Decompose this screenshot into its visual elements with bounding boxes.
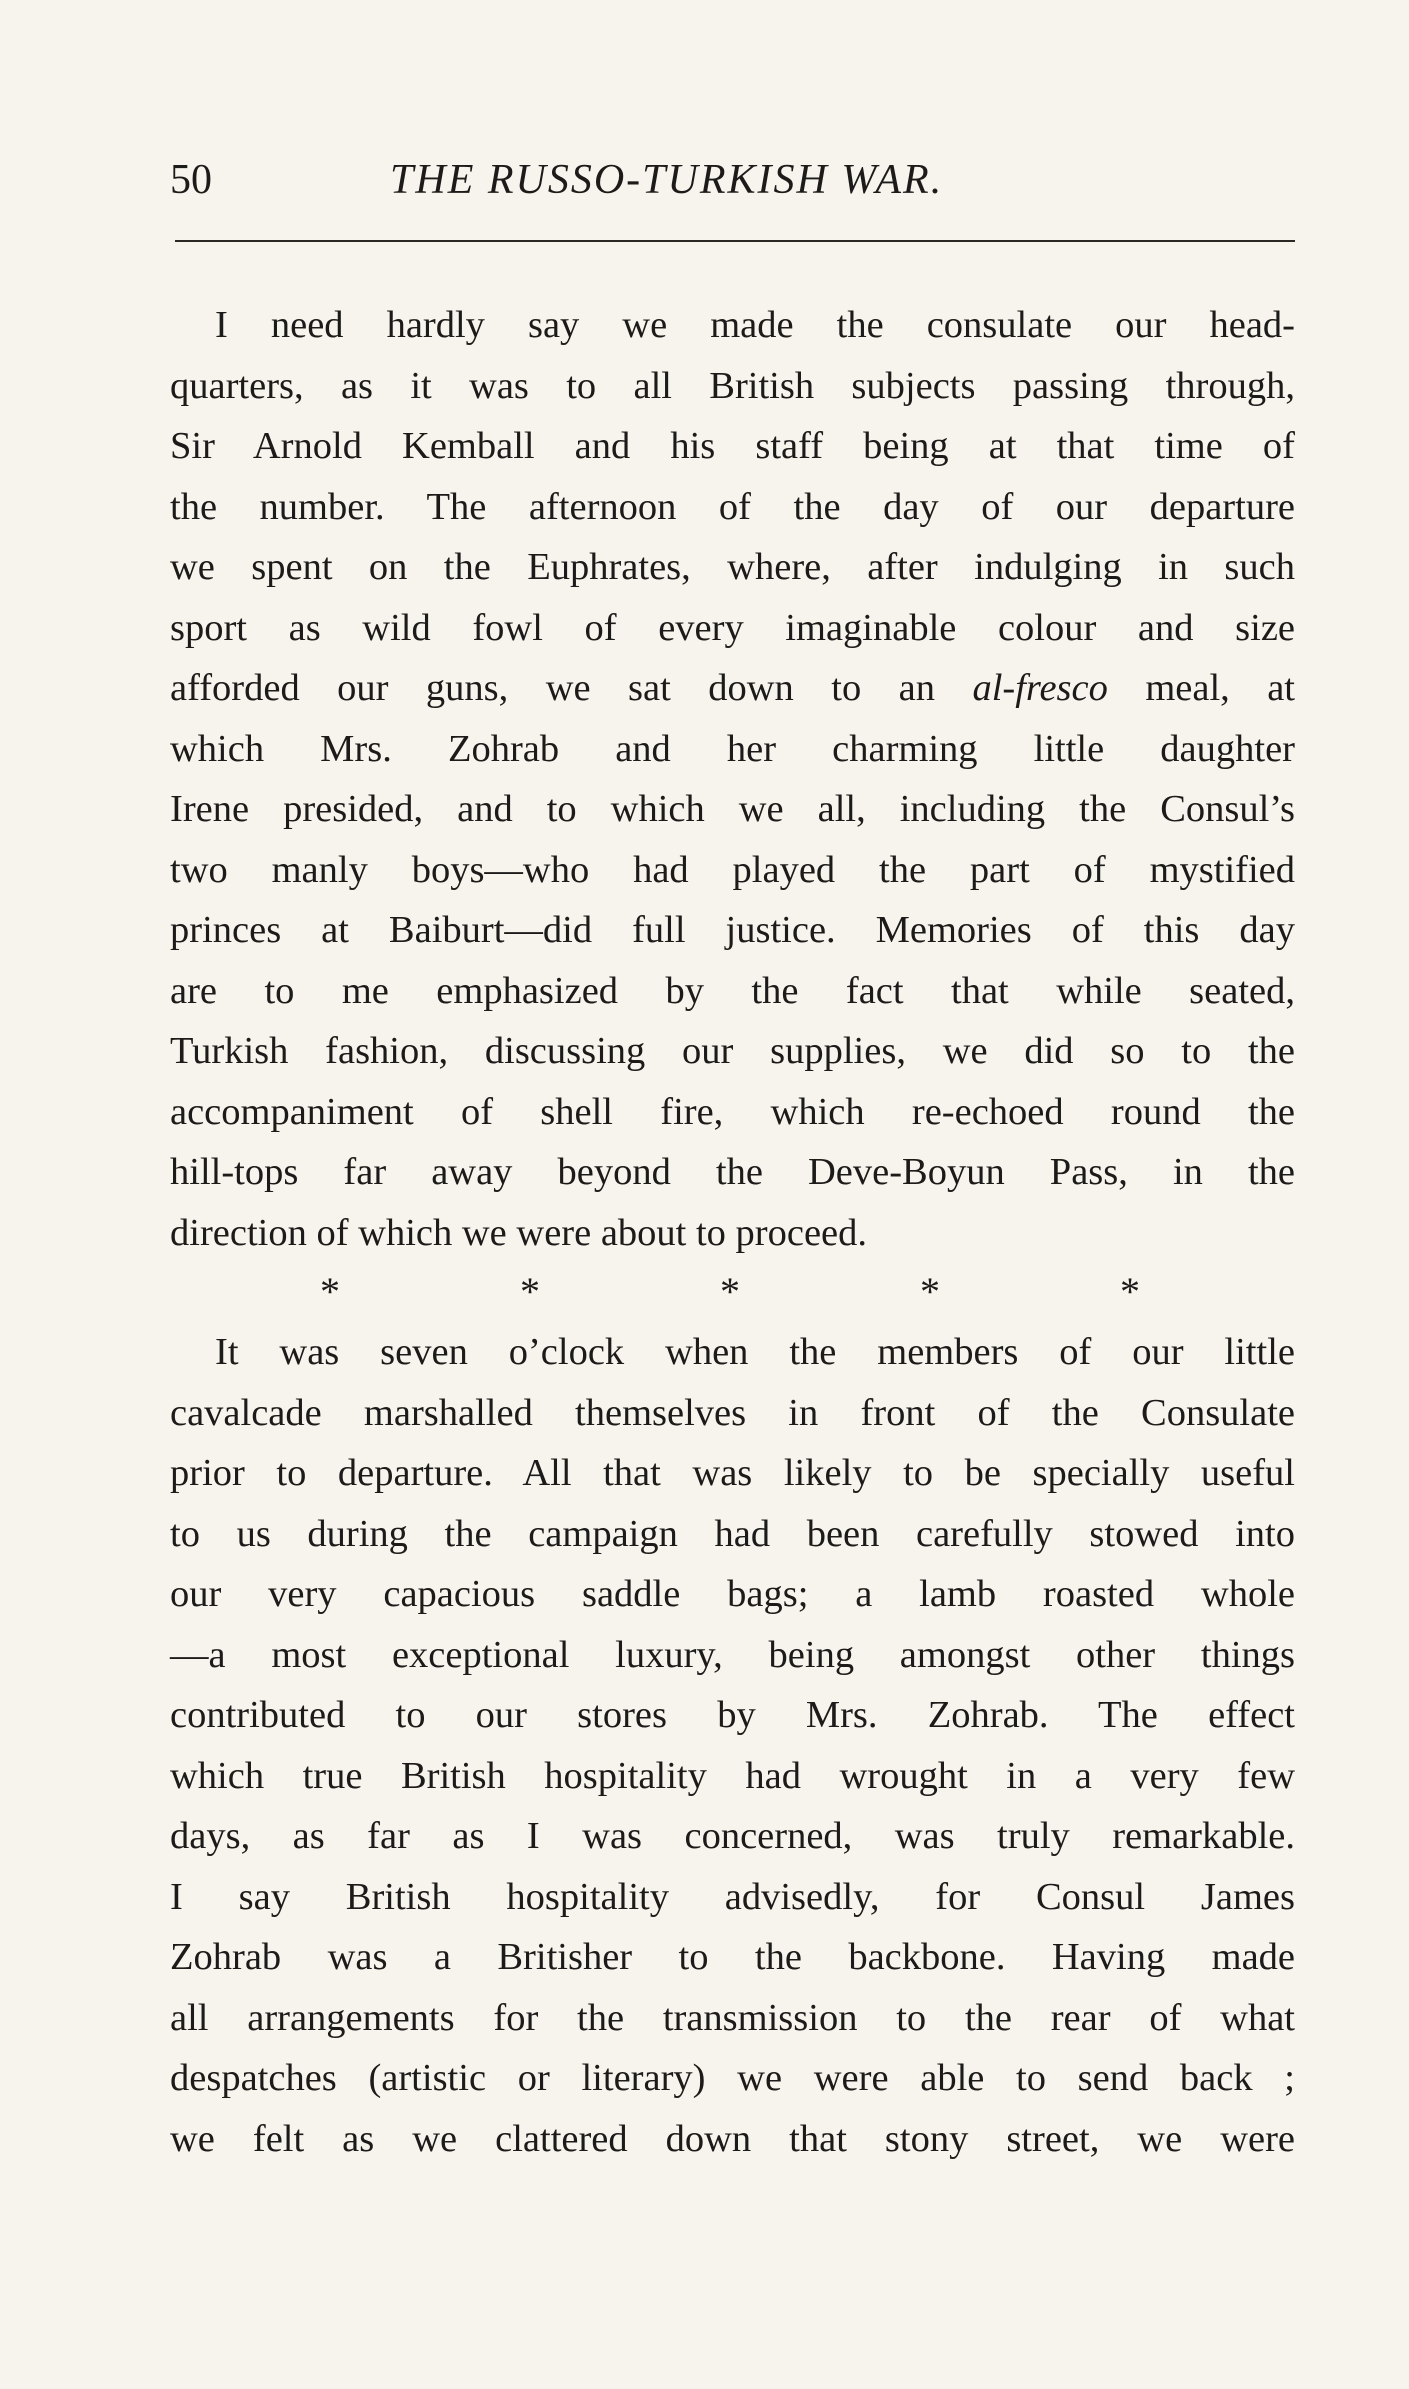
text-line: I need hardly say we made the consulate our head-: [215, 304, 1295, 346]
text-line-with-italic: [170, 658, 1295, 719]
text-segment: afforded our guns, we sat down to an: [170, 667, 973, 709]
page-number: 50: [170, 157, 212, 203]
running-header: [170, 150, 1295, 210]
asterisk: *: [520, 1269, 540, 1314]
asterisk: *: [720, 1269, 740, 1314]
text-line: Zohrab was a Britisher to the backbone. Having made: [170, 1936, 1295, 1978]
paragraph-2: [170, 1322, 1295, 2169]
italic-term: al-fresco: [972, 667, 1108, 709]
text-line: we spent on the Euphrates, where, after indulging in such: [170, 546, 1295, 588]
text-line: days, as far as I was concerned, was truly remarkable.: [170, 1815, 1295, 1857]
asterisk: *: [320, 1269, 340, 1314]
text-line: the number. The afternoon of the day of our departure: [170, 485, 1295, 528]
text-line: Turkish fashion, discussing our supplies, we did so to the: [170, 1030, 1295, 1072]
asterisk: *: [1120, 1269, 1140, 1314]
text-line: we felt as we clattered down that stony street, we were: [170, 2117, 1295, 2160]
running-title: THE RUSSO-TURKISH WAR.: [390, 157, 944, 203]
paragraph-1: [170, 295, 1295, 1263]
text-line: Sir Arnold Kemball and his staff being at that time of: [170, 425, 1295, 467]
text-line: our very capacious saddle bags; a lamb roasted whole: [170, 1573, 1295, 1615]
text-line: despatches (artistic or literary) we were able to send back ;: [170, 2057, 1295, 2099]
text-line: —a most exceptional luxury, being amongst other things: [170, 1633, 1295, 1676]
text-line: all arrangements for the transmission to the rear of what: [170, 1996, 1295, 2039]
text-line: prior to departure. All that was likely to be specially useful: [170, 1452, 1295, 1494]
asterisk: *: [920, 1269, 940, 1314]
text-segment: meal, at: [1107, 667, 1295, 709]
text-line: two manly boys—who had played the part of mystified: [170, 848, 1295, 891]
text-line: sport as wild fowl of every imaginable colour and size: [170, 606, 1295, 649]
text-line: contributed to our stores by Mrs. Zohrab. The effect: [170, 1694, 1295, 1736]
text-line: I say British hospitality advisedly, for Consul James: [170, 1875, 1295, 1918]
text-line: which Mrs. Zohrab and her charming little daughter: [170, 727, 1295, 770]
text-line: which true British hospitality had wrought in a very few: [170, 1754, 1295, 1797]
text-line: quarters, as it was to all British subjects passing through,: [170, 364, 1295, 407]
text-line: cavalcade marshalled themselves in front of the Consulate: [170, 1391, 1295, 1434]
text-line: are to me emphasized by the fact that while seated,: [170, 969, 1295, 1012]
text-line: Irene presided, and to which we all, including the Consul’s: [170, 788, 1295, 830]
section-break: [320, 1262, 1140, 1322]
text-line: to us during the campaign had been carefully stowed into: [170, 1512, 1295, 1555]
text-line: accompaniment of shell fire, which re-echoed round the: [170, 1090, 1295, 1133]
text-line: It was seven o’clock when the members of our little: [215, 1331, 1295, 1373]
header-rule: [175, 240, 1295, 242]
text-line: direction of which we were about to proceed.: [170, 1211, 868, 1254]
text-line: princes at Baiburt—did full justice. Memories of this day: [170, 909, 1295, 951]
text-line: hill-tops far away beyond the Deve-Boyun Pass, in the: [170, 1151, 1295, 1193]
